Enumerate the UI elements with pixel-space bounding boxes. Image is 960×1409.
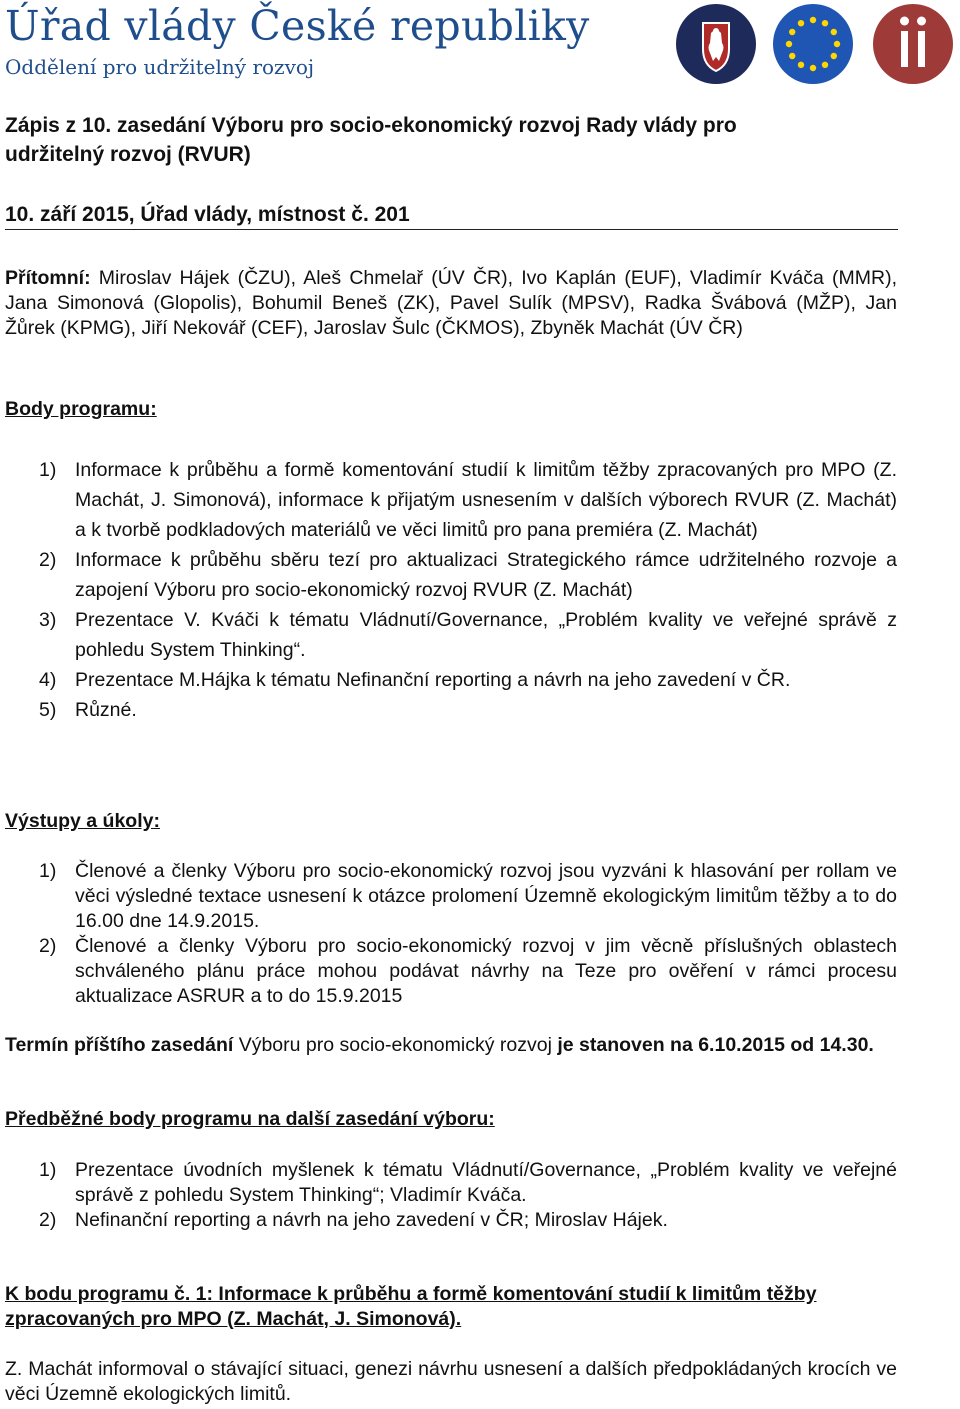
agenda-item: 3) Prezentace V. Kváči k tématu Vládnutí/Governance, „Problém kvality ve veřejné správě z pohledu System Thinking“. bbox=[39, 609, 897, 661]
meeting-date-place: 10. září 2015, Úřad vlády, místnost č. 201 bbox=[5, 203, 410, 226]
agenda-list bbox=[5, 455, 897, 725]
outputs-list bbox=[5, 859, 897, 1009]
attendees-paragraph bbox=[5, 266, 897, 341]
document-title-line-1: Zápis z 10. zasedání Výboru pro socio-ekonomický rozvoj Rady vlády pro bbox=[5, 114, 737, 137]
agenda-item: 4) Prezentace M.Hájka k tématu Nefinanční reporting a návrh na jeho zavedení v ČR. bbox=[39, 669, 791, 691]
preliminary-agenda-heading: Předběžné body programu na další zasedání výboru: bbox=[5, 1108, 495, 1130]
preliminary-agenda-list bbox=[5, 1158, 897, 1233]
agenda-item-1-heading: K bodu programu č. 1: Informace k průběhu a formě komentování studií k limitům těžby zpracovaných pro MPO (Z. Machát, J. Simonová). bbox=[5, 1283, 817, 1330]
output-item: 2) Členové a členky Výboru pro socio-ekonomický rozvoj v jim věcně příslušných oblastech schváleného plánu práce mohou podávat návrhy na Teze pro ověření v rámci procesu aktualizace ASRUR a to do 15.9.2015 bbox=[39, 935, 897, 1007]
outputs-heading: Výstupy a úkoly: bbox=[5, 810, 160, 832]
preliminary-item: 2) Nefinanční reporting a návrh na jeho zavedení v ČR; Miroslav Hájek. bbox=[39, 1209, 668, 1231]
agenda-item: 1) Informace k průběhu a formě komentování studií k limitům těžby zpracovaných pro MPO (Z. Machát, J. Simonová), informace k přijatým usnesením v dalších výborech RVUR (Z. Machát) a k tvorbě podkladových materiálů ve věci limitů pro pana premiéra (Z. Machát) bbox=[39, 459, 897, 541]
eu-stars-emblem-icon bbox=[772, 3, 854, 85]
next-meeting-paragraph: Termín příštího zasedání Výboru pro socio-ekonomický rozvoj je stanoven na 6.10.2015 od 14.30. bbox=[5, 1034, 874, 1056]
agenda-item: 2) Informace k průběhu sběru tezí pro aktualizaci Strategického rámce udržitelného rozvoje a zapojení Výboru pro socio-ekonomický rozvoj RVUR (Z. Machát) bbox=[39, 549, 897, 601]
output-item: 1) Členové a členky Výboru pro socio-ekonomický rozvoj jsou vyzváni k hlasování per rollam ve věci výsledné textace usnesení k otázce prolomení Územně ekologickým limitům těžby a to do 16.00 dne 14.9.2015. bbox=[39, 860, 897, 932]
preliminary-item: 1) Prezentace úvodních myšlenek k tématu Vládnutí/Governance, „Problém kvality ve veřejné správě z pohledu System Thinking“; Vladimír Kváča. bbox=[39, 1159, 897, 1206]
organization-title: Úřad vlády České republiky bbox=[5, 2, 590, 50]
agenda-item-1-text: Z. Machát informoval o stávající situaci, genezi návrhu usnesení a dalších předpokládaných krocích ve věci Územně ekologických limitů. bbox=[5, 1358, 897, 1405]
government-office-emblem-icon bbox=[872, 3, 954, 85]
attendees-label: Přítomní: bbox=[5, 267, 91, 289]
document-title-line-2: udržitelný rozvoj (RVUR) bbox=[5, 143, 251, 166]
attendees-list: Miroslav Hájek (ČZU), Aleš Chmelař (ÚV ČR), Ivo Kaplán (EUF), Vladimír Kváča (MMR), Jana Simonová (Glopolis), Bohumil Beneš (ZK), Pavel Sulík (MPSV), Radka Švábová (MŽP), Jan Žůrek (KPMG), Jiří Nekovář (CEF), Jaroslav Šulc (ČKMOS), Zbyněk Machát (ÚV ČR) bbox=[5, 267, 897, 339]
czech-lion-emblem-icon bbox=[675, 3, 757, 85]
agenda-item: 5) Různé. bbox=[39, 699, 137, 721]
department-subtitle: Oddělení pro udržitelný rozvoj bbox=[5, 55, 315, 79]
letterhead bbox=[0, 0, 960, 100]
agenda-heading: Body programu: bbox=[5, 398, 157, 420]
divider bbox=[5, 229, 898, 230]
